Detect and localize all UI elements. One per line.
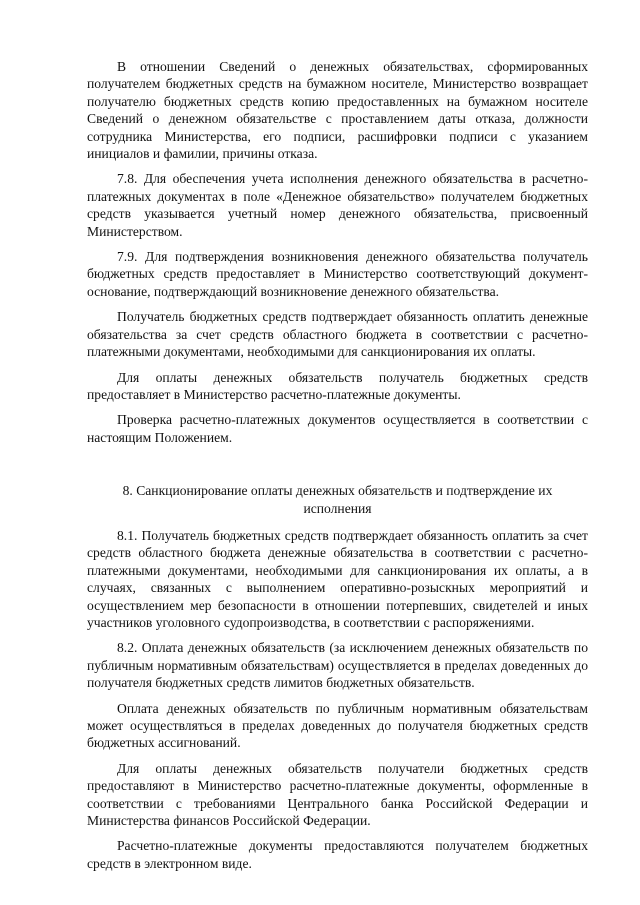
paragraph-8-1: 8.1. Получатель бюджетных средств подтверждает обязанность оплатить за счет средств областного бюджета денежные обязательства в соответствии с расчетно-платежными документами, необходимыми для санкционирования их оплаты, а в случаях, связанных с выполнением оперативно-розыскных мероприятий и осуществлением мер безопасности в отношении потерпевших, свидетелей и иных участников уголовного судопроизводства, в соответствии с распоряжениями. (87, 527, 588, 630)
paragraph-electronic-form: Расчетно-платежные документы предоставляются получателем бюджетных средств в электронном виде. (87, 838, 588, 871)
paragraph-7-8: 7.8. Для обеспечения учета исполнения денежного обязательства в расчетно-платежных документах в поле «Денежное обязательство» получателем бюджетных средств указывается учетный номер денежного обязательства, присвоенный Министерством. (87, 171, 588, 239)
paragraph-submission-requirements: Для оплаты денежных обязательств получатели бюджетных средств предоставляют в Министерство расчетно-платежные документы, оформленные в соответствии с требованиями Центрального банка Российской Федерации и Министерства финансов Российской Федерации. (87, 760, 588, 829)
paragraph-payment-obligation: Получатель бюджетных средств подтверждает обязанность оплатить денежные обязательства за счет средств областного бюджета в соответствии с расчетно-платежными документами, необходимыми для санкционирования их оплаты. (87, 309, 588, 360)
paragraph-8-2: 8.2. Оплата денежных обязательств (за исключением денежных обязательств по публичным нормативным обязательствам) осуществляется в пределах доведенных до получателя бюджетных средств лимитов бюджетных обязательств. (87, 640, 588, 691)
paragraph-document-check: Проверка расчетно-платежных документов осуществляется в соответствии с настоящим Положением. (87, 412, 588, 445)
section-heading: 8. Санкционирование оплаты денежных обязательств и подтверждение их исполнения (122, 483, 553, 516)
paragraph-payment-documents: Для оплаты денежных обязательств получатель бюджетных средств предоставляет в Министерство расчетно-платежные документы. (87, 369, 588, 402)
paragraph-public-obligations: Оплата денежных обязательств по публичным нормативным обязательствам может осуществляться в пределах доведенных до получателя бюджетных средств бюджетных ассигнований. (87, 700, 588, 751)
document-page (87, 58, 588, 880)
paragraph-refusal-return: В отношении Сведений о денежных обязательствах, сформированных получателем бюджетных средств на бумажном носителе, Министерство возвращает получателю бюджетных средств копию предоставленных на бумажном носителе Сведений о денежном обязательстве с проставлением даты отказа, должности сотрудника Министерства, его подписи, расшифровки подписи с указанием инициалов и фамилии, причины отказа. (87, 59, 588, 162)
paragraph-7-9: 7.9. Для подтверждения возникновения денежного обязательства получатель бюджетных средств предоставляет в Министерство соответствующий документ-основание, подтверждающий возникновение денежного обязательства. (87, 249, 588, 299)
